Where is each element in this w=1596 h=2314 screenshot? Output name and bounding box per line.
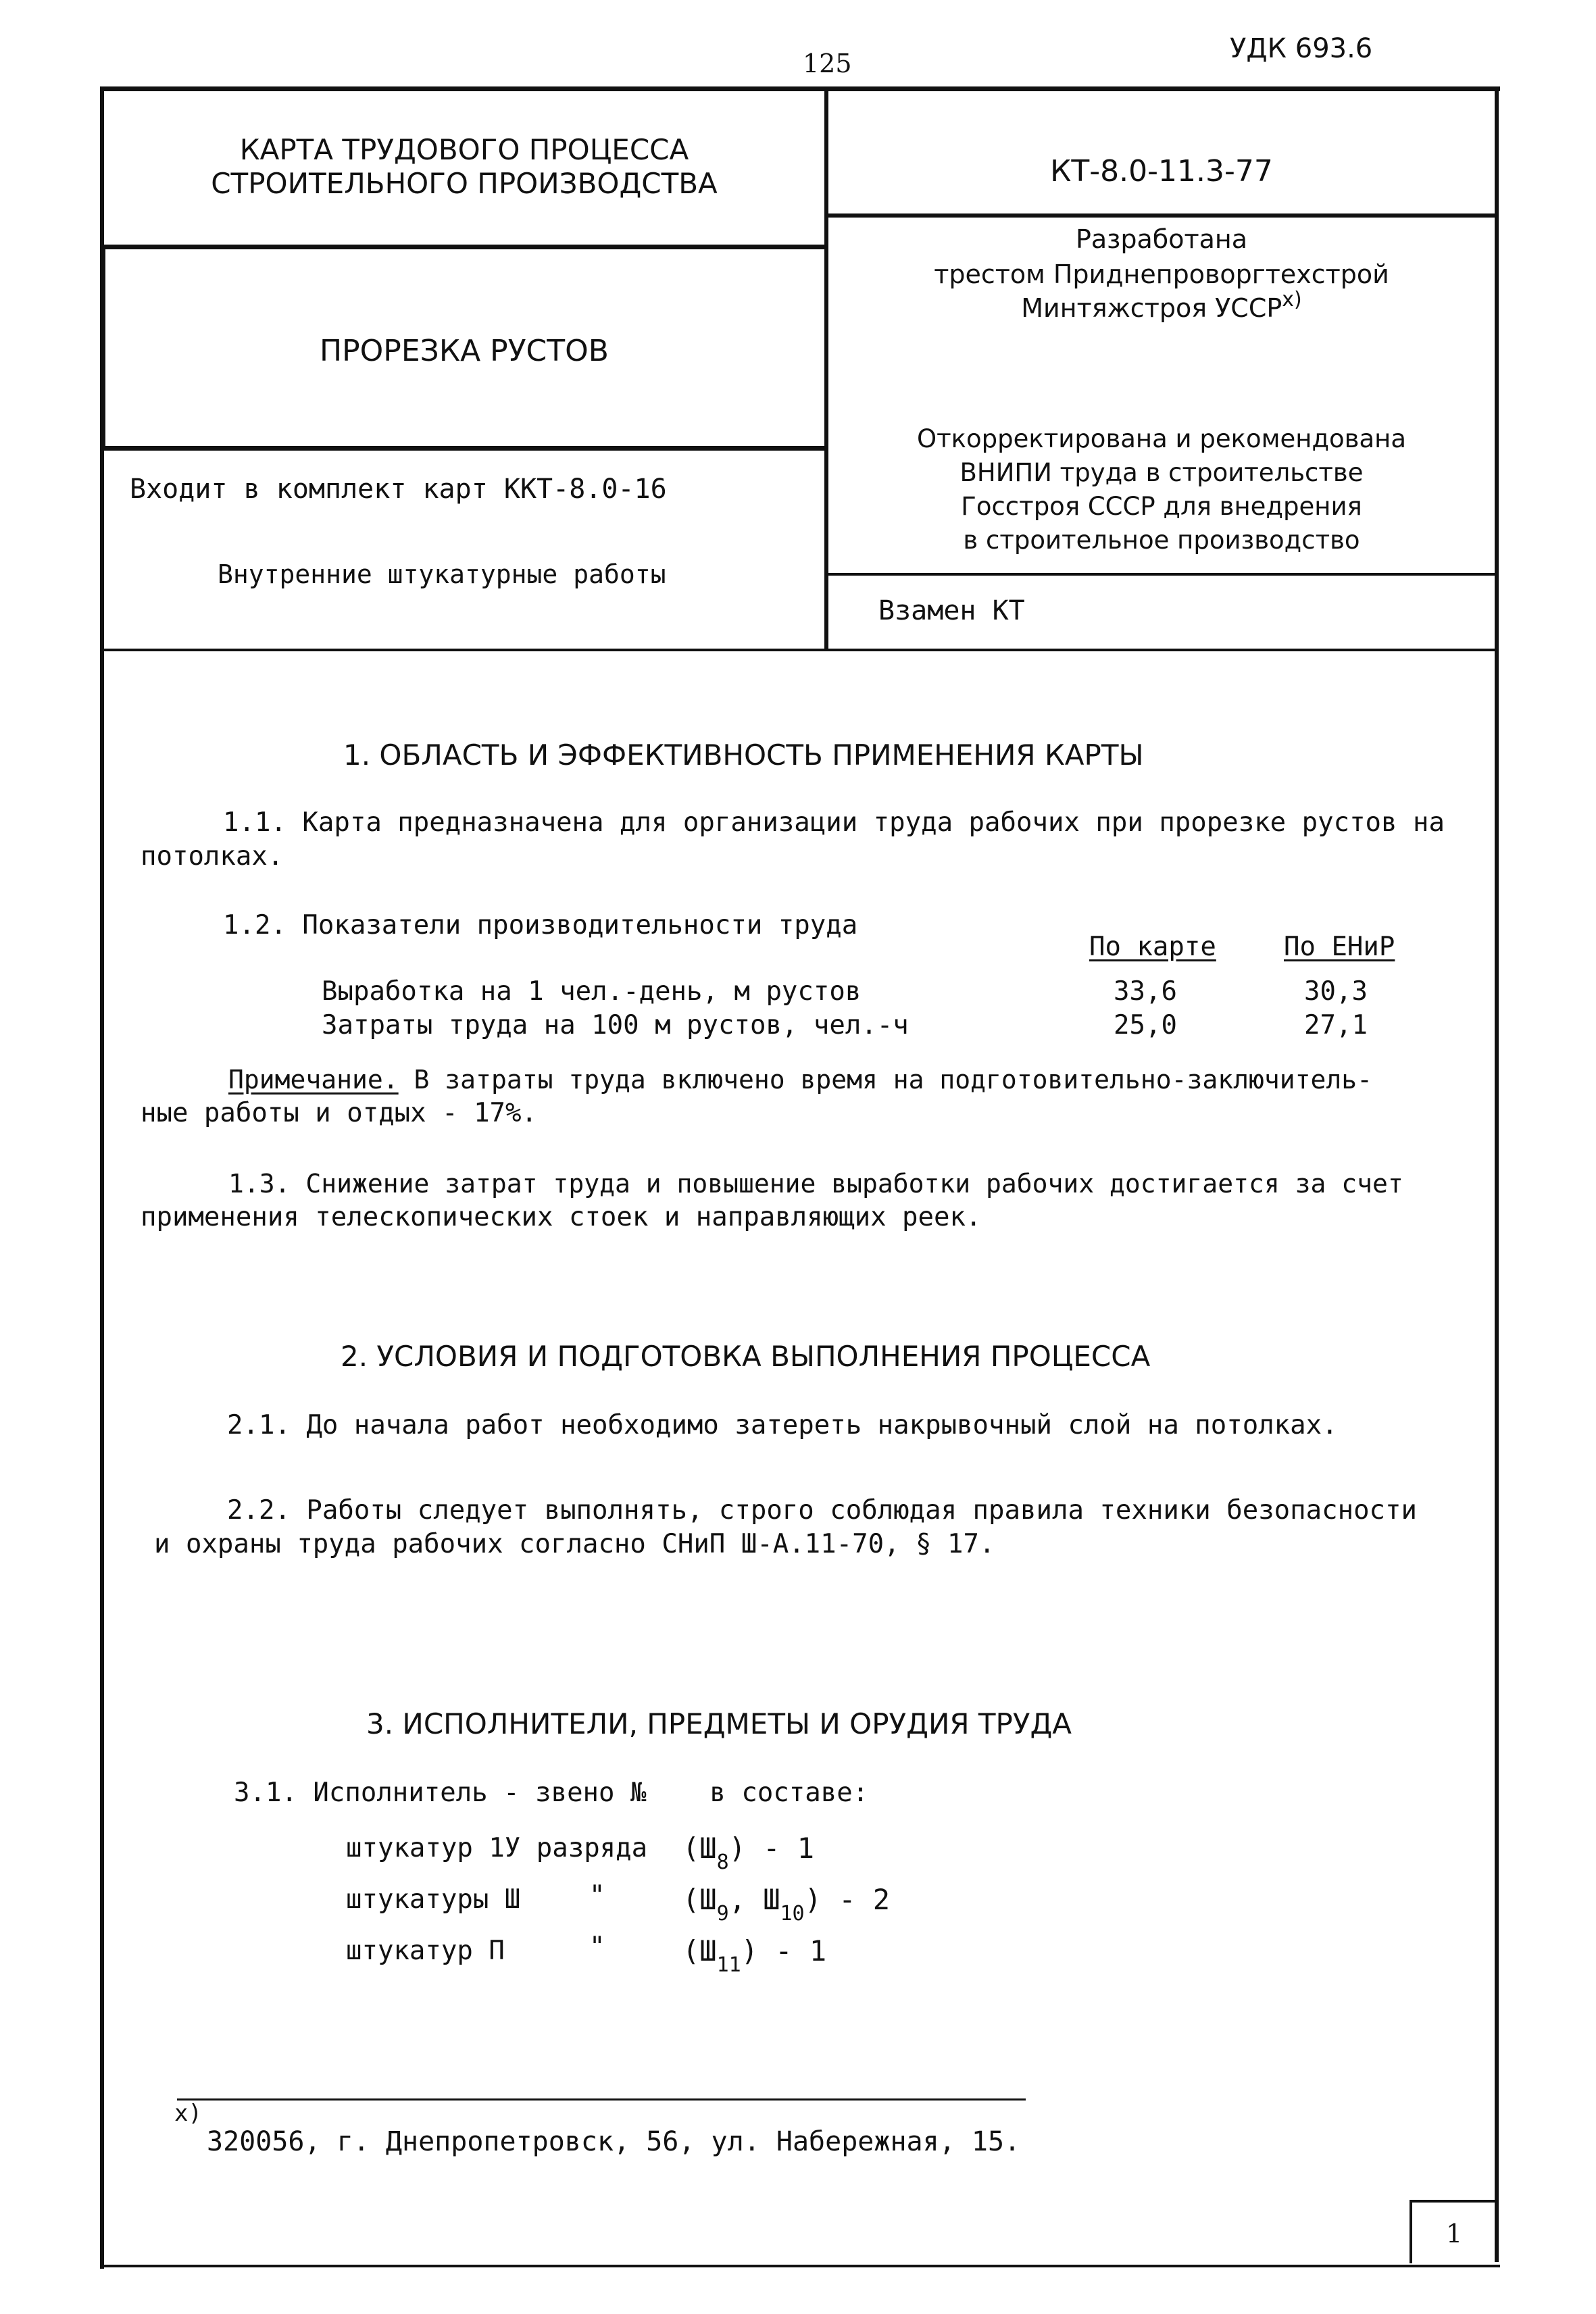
worker3-open: (Ш	[682, 1934, 717, 1967]
right-box1-bottom	[824, 213, 1499, 218]
corrected-line3: Госстроя СССР для внедрения	[961, 492, 1362, 521]
page-number: 125	[803, 49, 852, 78]
col-by-card: По карте	[1089, 932, 1216, 962]
set-name: Внутренние штукатурные работы	[218, 559, 666, 589]
worker3-code	[682, 1934, 827, 1977]
card-type-line2: СТРОИТЕЛЬНОГО ПРОИЗВОДСТВА	[211, 167, 718, 200]
developed-line3	[828, 288, 1495, 328]
footnote-mark: x)	[174, 2100, 202, 2127]
developed-org: Минтяжстроя УССР	[1021, 293, 1282, 323]
p12-label: 1.2. Показатели производительности труда	[223, 910, 858, 940]
section1-heading: 1. ОБЛАСТЬ И ЭФФЕКТИВНОСТЬ ПРИМЕНЕНИЯ КАРТЫ	[343, 738, 1144, 772]
worker1-open: (Ш	[682, 1832, 717, 1865]
worker3-ditto: "	[589, 1932, 605, 1962]
row1-label: Выработка на 1 чел.-день, м рустов	[322, 976, 862, 1007]
worker1-close: ) - 1	[728, 1832, 815, 1865]
section3-heading: 3. ИСПОЛНИТЕЛИ, ПРЕДМЕТЫ И ОРУДИЯ ТРУДА	[366, 1707, 1072, 1740]
frame-top	[100, 86, 1500, 91]
worker3-sub: 11	[716, 1953, 741, 1977]
worker2-mid: , Ш	[728, 1883, 780, 1916]
card-title: ПРОРЕЗКА РУСТОВ	[320, 334, 609, 368]
worker1-code	[682, 1832, 815, 1874]
left-box1-bottom	[100, 245, 828, 249]
frame-right	[1495, 86, 1499, 2262]
frame-bottom	[100, 2265, 1500, 2267]
note-line2: ные работы и отдых - 17%.	[141, 1098, 537, 1128]
row2-enir-value: 27,1	[1304, 1010, 1368, 1040]
p22-line1: 2.2. Работы следует выполнять, строго соблюдая правила техники безопасности	[227, 1495, 1417, 1526]
corrected-line1: Откорректирована и рекомендована	[916, 424, 1407, 453]
row2-card-value: 25,0	[1114, 1010, 1177, 1040]
p31: 3.1. Исполнитель - звено № в составе:	[234, 1778, 869, 1808]
card-type-line1: КАРТА ТРУДОВОГО ПРОЦЕССА	[239, 133, 689, 166]
footnote-rule	[177, 2098, 1026, 2101]
footnote-text: 320056, г. Днепропетровск, 56, ул. Набережная, 15.	[207, 2126, 1021, 2157]
worker1-sub: 8	[716, 1851, 729, 1874]
note-text: В затраты труда включено время на подготовительно-заключитель-	[398, 1065, 1372, 1095]
developed-footnote-mark: x)	[1282, 288, 1302, 311]
row1-card-value: 33,6	[1114, 976, 1177, 1007]
sheet-box-left	[1410, 2200, 1412, 2263]
worker2-open: (Ш	[682, 1883, 717, 1916]
worker2-code	[682, 1883, 891, 1926]
worker1-label: штукатур 1У разряда	[346, 1833, 648, 1863]
developed-line1: Разработана	[1075, 224, 1248, 254]
worker2-close: ) - 2	[804, 1883, 891, 1916]
p21: 2.1. До начала работ необходимо затереть накрывочный слой на потолках.	[227, 1410, 1338, 1440]
worker2-ditto: "	[589, 1880, 605, 1911]
left-box2-bottom	[100, 446, 828, 451]
developed-line2: трестом Приднепроворгтехстрой	[934, 259, 1389, 289]
worker2-sub1: 9	[716, 1902, 729, 1926]
replaces-label: Взамен КТ	[878, 595, 1025, 626]
p22-line2: и охраны труда рабочих согласно СНиП Ш-А.11-70, § 17.	[154, 1529, 995, 1559]
corrected-line2: ВНИПИ труда в строительстве	[959, 458, 1364, 487]
header-bottom	[100, 649, 1499, 651]
row2-label: Затраты труда на 100 м рустов, чел.-ч	[322, 1010, 909, 1040]
set-label: Входит в комплект карт ККТ-8.0-16	[130, 474, 667, 505]
p13-line1: 1.3. Снижение затрат труда и повышение выработки рабочих достигается за счет	[228, 1169, 1403, 1199]
p11-line1: 1.1. Карта предназначена для организации труда рабочих при прорезке рустов на	[223, 807, 1445, 838]
col-by-enir: По ЕНиР	[1284, 932, 1395, 962]
p11-line2: потолках.	[141, 841, 284, 872]
worker3-label: штукатур П	[346, 1936, 505, 1966]
section2-heading: 2. УСЛОВИЯ И ПОДГОТОВКА ВЫПОЛНЕНИЯ ПРОЦЕССА	[341, 1340, 1151, 1373]
note-line1	[228, 1063, 1372, 1096]
note-label: Примечание.	[228, 1065, 399, 1095]
corrected-line4: в строительное производство	[963, 526, 1360, 555]
udk-code: УДК 693.6	[1230, 33, 1373, 64]
right-box2-bottom	[824, 573, 1499, 576]
row1-enir-value: 30,3	[1304, 976, 1368, 1007]
sheet-box-top	[1411, 2200, 1499, 2203]
sheet-number: 1	[1446, 2219, 1463, 2248]
p13-line2: применения телескопических стоек и направляющих реек.	[141, 1202, 982, 1232]
worker3-close: ) - 1	[741, 1934, 827, 1967]
card-code: КТ-8.0-11.3-77	[1050, 154, 1273, 188]
worker2-sub2: 10	[780, 1902, 805, 1926]
worker2-label: штукатуры Ш	[346, 1884, 521, 1915]
